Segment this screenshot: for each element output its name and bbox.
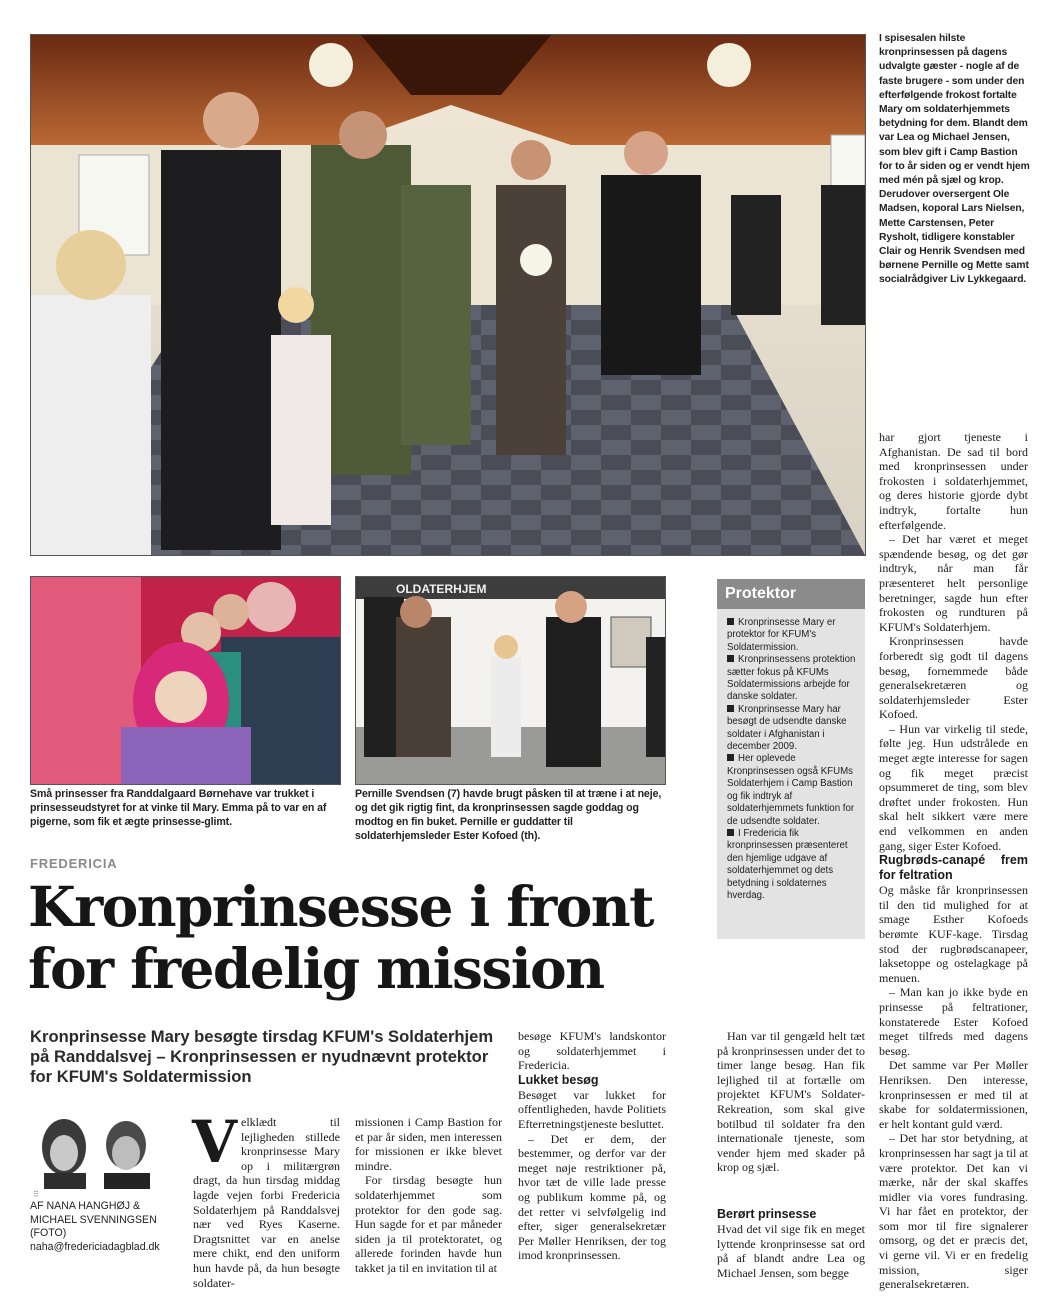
main-photo (30, 34, 866, 556)
factbox (717, 579, 865, 939)
body-column-4 (717, 1029, 865, 1280)
bullet-square-icon (727, 618, 734, 625)
body-paragraph: – Det har været et meget spændende besøg, og det gør indtryk, når man får præsenteret helt personlige beretninger, sagde hun efter frokosten og rundturen på KFUM's Soldaterhjem. (879, 532, 1028, 634)
body-paragraph: – Det er dem, der bestemmer, og derfor var der meget nøje restriktioner på, hvor tæt de ville lade presse og publikum komme på, og det retter vi selvfølgelig ind efter, siger generalsekretær Per Møller Henriksen, der tog imod kronprinsessen. (518, 1131, 666, 1263)
reporter-photographer-portraits (30, 1117, 158, 1189)
bullet-square-icon (727, 705, 734, 712)
byline-email[interactable]: naha@fredericiadagblad.dk (30, 1240, 160, 1253)
body-paragraph: – Hun var virkelig til stede, følte jeg. Hun udstrålede en meget ægte interesse for sagen og fik meget præcist opsummeret de ting, som blev drøftet under frokosten. Hun skal helt sikkert være mere end velkommen en anden gang, siger Ester Kofoed. (879, 721, 1028, 853)
headline (28, 876, 653, 1000)
bullet-square-icon (727, 754, 734, 761)
body-paragraph: Velklædt til lejligheden stillede kronprinsesse Mary op i militærgrøn dragt, da hun tirsdag middag lagde vejen forbi Fredericia Soldaterhjem på Randdalsvej nær ved Ryes Kaserne. Dragtsnittet var en anelse mere chikt, end den uniform hun havde på, da hun besøgte soldater- (192, 1108, 340, 1290)
body-paragraph: Og måske får kronprinsessen til den tid mulighed for at smage Esther Kofoeds berømte KUF-kage. Tirsdag stod der rugbrødscanapeer, laksetoppe og ostelagkage på menuen. (879, 883, 1028, 985)
subheading: Berørt prinsesse (717, 1206, 817, 1221)
lede: Kronprinsesse Mary besøgte tirsdag KFUM's Soldaterhjem på Randdalsvej – Kronprinsessen er nyudnævnt protektor for KFUM's Soldatermission (30, 1027, 494, 1086)
byline (30, 1200, 190, 1254)
body-paragraph: – Man kan jo ikke byde en prinsesse på feltrationer, konstaterede Ester Kofoed meget tilfreds med dagens besøg. (879, 985, 1028, 1058)
body-column-5 (879, 430, 1028, 1292)
greeting-photo-caption: Pernille Svendsen (7) havde brugt påsken til at træne i at neje, og det gik rigtig fint, da kronprinsessen sagde goddag og modtog en fin buket. Pernille er guddatter til soldaterhjemsleder Ester Kofoed (th). (355, 788, 662, 842)
byline-dots: ⠿ (33, 1190, 39, 1199)
factbox-item: Her oplevede Kronprinsessen også KFUMs Soldaterhjem i Camp Bastion og fik indtryk af soldaterhjemmets funktion for de udsendte soldater. (727, 753, 855, 827)
factbox-item: Kronprinsesse Mary har besøgt de udsendte danske soldater i Afghanistan i december 2009. (727, 703, 847, 753)
children-photo-caption: Små prinsesser fra Randdalgaard Børnehave var trukket i prinsesseudstyret for at vinke til Mary. Emma på to var en af pigerne, som fik et ægte prinsesse-glimt. (30, 788, 327, 828)
body-paragraph: Det samme var Per Møller Henriksen. Den interesse, kronprinsessen er med til at skabe for soldatermissionen, er helt kontant guld værd. (879, 1058, 1028, 1131)
body-column-2 (355, 1115, 502, 1276)
body-column-1 (192, 1108, 340, 1290)
bullet-square-icon (727, 655, 734, 662)
byline-portraits (30, 1117, 158, 1189)
body-paragraph: – Det har stor betydning, at kronprinsessen har sagt ja til at være protektor. Det kan vi mærke, når der skal skaffes midler via vores fundrasing. Vi har fået en protektor, der som mor til fire signalerer omsorg, og det er præcis det, vi gerne vil. Vi er en fredelig mission, siger generalsekretæren. (879, 1131, 1028, 1292)
headline-line-1: Kronprinsesse i front (28, 874, 653, 939)
body-paragraph: har gjort tjeneste i Afghanistan. De sad til bord med kronprinsessen under frokosten i soldaterhjemmet, og deres historie gjorde dybt indtryk, fortalte hun efterfølgende. (879, 430, 1028, 532)
factbox-item: I Fredericia fik kronprinsessen præsenteret den hjemlige udgave af soldaterhjemmet og dets betydning i soldaternes hverdag. (727, 827, 848, 901)
greeting-photo-illustration (356, 577, 665, 784)
factbox-item: Kronprinsessens protektion sætter fokus på KFUMs Soldatermissions arbejde for danske soldater. (727, 654, 856, 703)
body-paragraph: Besøget var lukket for offentligheden, havde Politiets Efterretningstjeneste besluttet. (518, 1087, 666, 1131)
children-photo (30, 576, 341, 785)
byline-line-2: MICHAEL SVENNINGSEN (FOTO) (30, 1213, 157, 1239)
drop-cap: V (192, 1108, 238, 1176)
body-paragraph: Kronprinsessen havde forberedt sig godt til dagens besøg, fornemmede både generalsekretæren og soldaterhjemsleder Ester Kofoed. (879, 634, 1028, 722)
subheading: Rugbrøds-canapé frem for feltration (879, 853, 1028, 883)
byline-line-1: AF NANA HANGHØJ & (30, 1200, 141, 1212)
factbox-item: Kronprinsesse Mary er protektor for KFUM's Soldatermission. (727, 617, 836, 653)
section-kicker: FREDERICIA (30, 856, 118, 871)
main-photo-caption: I spisesalen hilste kronprinsessen på dagens udvalgte gæster - nogle af de faste brugere - som under den efterfølgende frokost fortalte Mary om soldaterhjemmets betydning for dem. Blandt dem var Lea og Michael Jensen, som blev gift i Camp Bastion for to år siden og er vendt hjem med mén på sjæl og krop. Derudover oversergent Ole Madsen, koporal Lars Nielsen, Mette Carstensen, Peter Rysholt, tidligere konstabler Clair og Henrik Svendsen med børnene Pernille og Mette samt socialrådgiver Liv Lykkegaard. (879, 33, 1030, 286)
bullet-square-icon (727, 829, 734, 836)
body-paragraph: For tirsdag besøgte hun soldaterhjemmet som protektor for den gode sag. Hun sagde for et par måneder siden ja til protektoratet, og allerede forinden havde hun takket ja til en invitation til at (355, 1173, 502, 1275)
headline-line-2: for fredelig mission (28, 936, 604, 1001)
factbox-title: Protektor (717, 579, 865, 609)
body-paragraph: missionen i Camp Bastion for et par år siden, men interessen for missionen er ikke blevet mindre. (355, 1115, 502, 1173)
subheading: Lukket besøg (518, 1072, 599, 1087)
body-paragraph: Han var til gengæld helt tæt på kronprinsessen under det to timer lange besøg. Han fik lejlighed til at fortælle om projektet KFUM's Soldater-Rekreation, som skal give botilbud til soldater fra den internationale tjeneste, som vender hjem med skader på krop og sjæl. (717, 1029, 865, 1175)
main-photo-illustration (31, 35, 865, 555)
body-paragraph: Hvad det vil sige fik en meget lyttende kronprinsesse sat ord på af blandt andre Lea og Michael Jensen, som begge (717, 1221, 865, 1280)
soldaterhjem-sign: OLDATERHJEM (396, 582, 487, 596)
body-column-3 (518, 1029, 666, 1263)
greeting-photo (355, 576, 666, 785)
factbox-body (717, 609, 865, 902)
children-photo-illustration (31, 577, 340, 784)
body-paragraph: besøge KFUM's landskontor og soldaterhjemmet i Fredericia. (518, 1029, 666, 1073)
